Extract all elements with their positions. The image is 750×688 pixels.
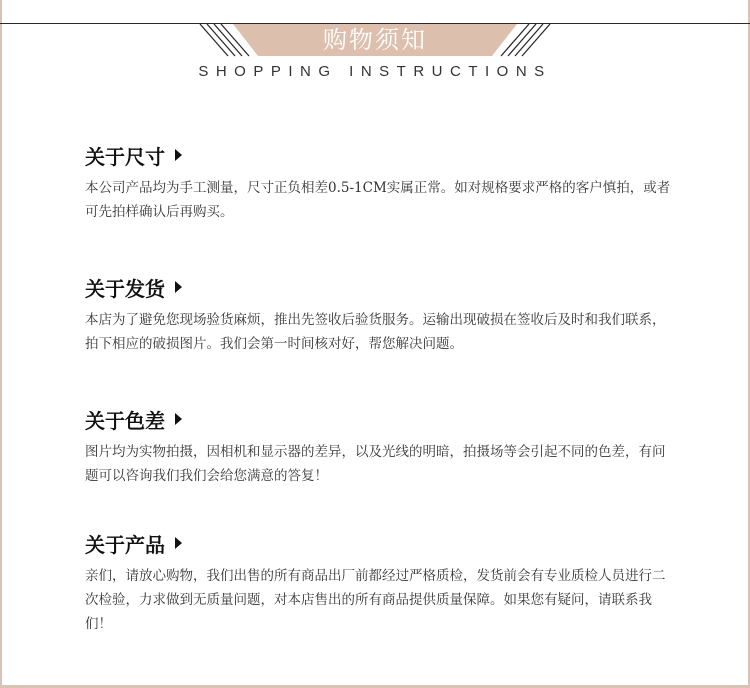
triangle-right-icon	[175, 537, 182, 549]
section-body: 本公司产品均为手工测量，尺寸正负相差0.5-1CM实属正常。如对规格要求严格的客户慎拍，或者可先拍样确认后再购买。	[85, 180, 671, 220]
section-heading	[85, 530, 675, 556]
section-size	[85, 142, 675, 224]
triangle-right-icon	[175, 413, 182, 425]
triangle-right-icon	[175, 149, 182, 161]
page-title: 购物须知	[323, 26, 427, 54]
section-heading-text: 关于产品	[85, 532, 165, 557]
section-body: 亲们，请放心购物，我们出售的所有商品出厂前都经过严格质检，发货前会有专业质检人员进行二次检验，力求做到无质量问题，对本店售出的所有商品提供质量保障。如果您有疑问，请联系我们！	[85, 568, 666, 632]
page-subtitle: SHOPPING INSTRUCTIONS	[198, 63, 552, 80]
section-heading-text: 关于色差	[85, 408, 165, 433]
section-heading	[85, 274, 675, 300]
section-heading-text: 关于尺寸	[85, 144, 165, 169]
section-product	[85, 530, 675, 636]
section-heading-text: 关于发货	[85, 276, 165, 301]
section-body: 本店为了避免您现场验货麻烦，推出先签收后验货服务。运输出现破损在签收后及时和我们联系，拍下相应的破损图片。我们会第一时间核对好，帮您解决问题。	[85, 312, 666, 352]
section-body: 图片均为实物拍摄，因相机和显示器的差异，以及光线的明暗，拍摄场等会引起不同的色差，有问题可以咨询我们我们会给您满意的答复！	[85, 444, 666, 484]
section-shipping	[85, 274, 675, 356]
page-border-left	[0, 0, 2, 688]
section-color-difference	[85, 406, 675, 488]
section-heading	[85, 406, 675, 432]
section-heading	[85, 142, 675, 168]
triangle-right-icon	[175, 281, 182, 293]
title-banner	[195, 22, 555, 58]
